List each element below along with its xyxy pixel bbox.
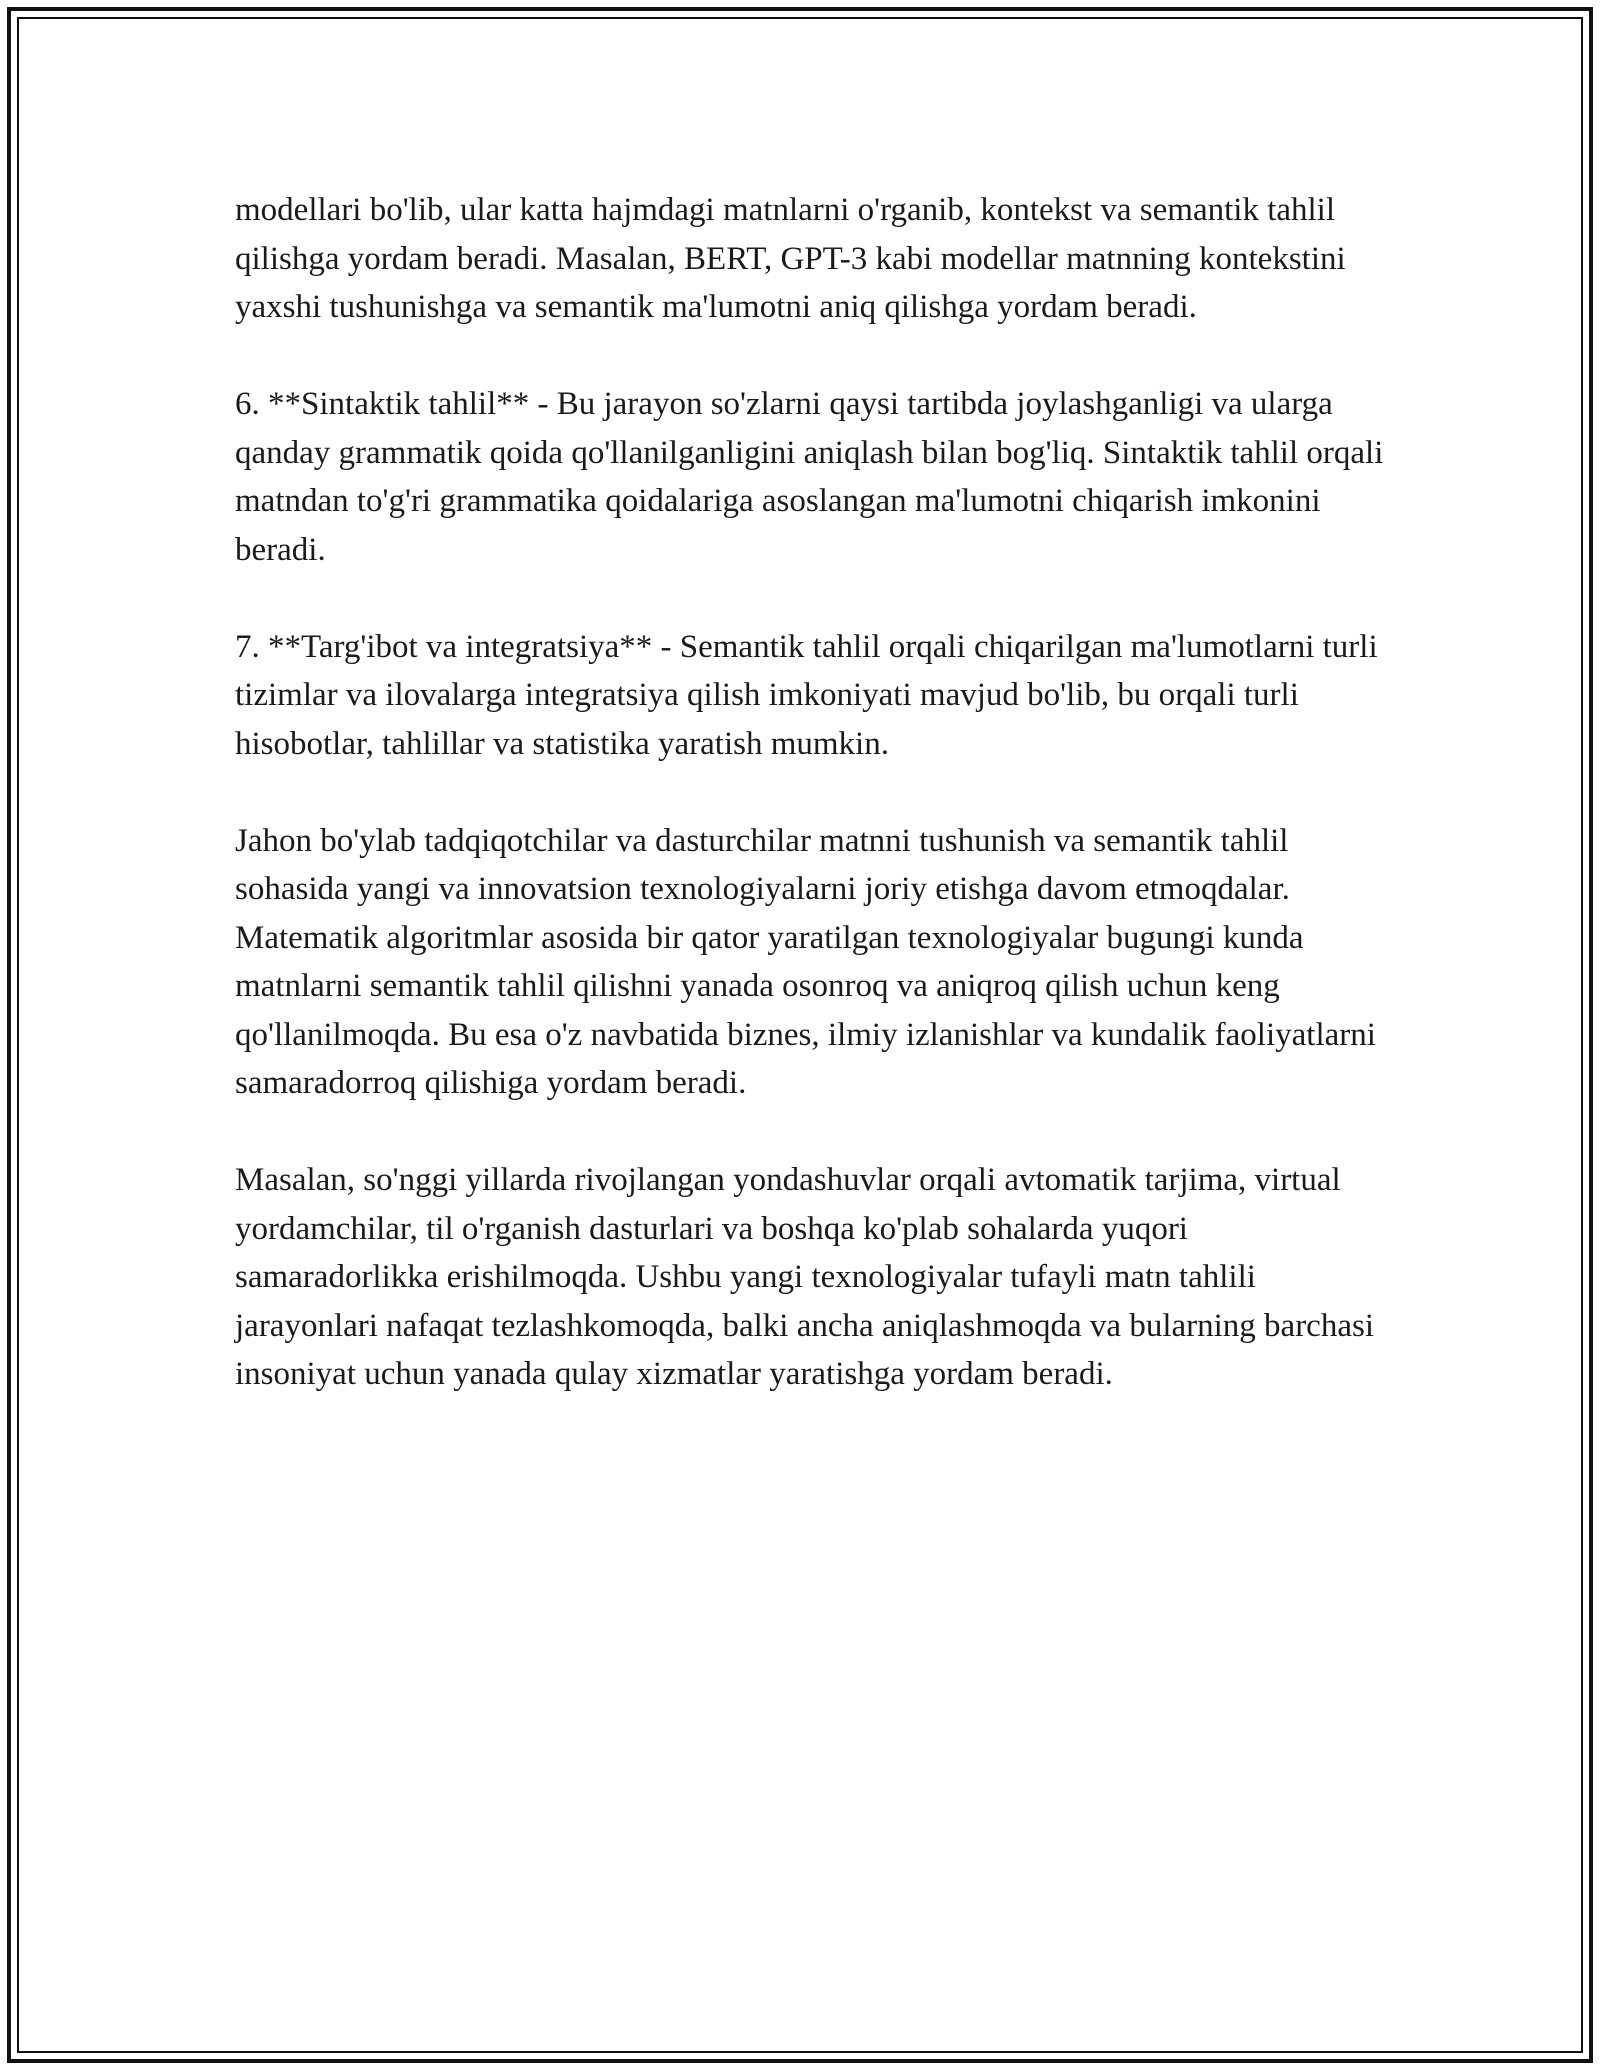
paragraph-researchers: Jahon bo'ylab tadqiqotchilar va dasturchilar matnni tushunish va semantik tahlil sohasida yangi va innovatsion texnologiyalarni joriy etishga davom etmoqdalar. Matematik algoritmlar asosida bir qator yaratilgan texnologiyalar bugungi kunda matnlarni semantik tahlil qilishni yanada osonroq va aniqroq qilish uchun keng qo'llanilmoqda. Bu esa o'z navbatida biznes, ilmiy izlanishlar va kundalik faoliyatlarni samaradorroq qilishiga yordam beradi.	[235, 822, 1376, 1101]
paragraph-examples: Masalan, so'nggi yillarda rivojlangan yondashuvlar orqali avtomatik tarjima, virtual yordamchilar, til o'rganish dasturlari va boshqa ko'plab sohalarda yuqori samaradorlikka erishilmoqda. Ushbu yangi texnologiyalar tufayli matn tahlili jarayonlari nafaqat tezlashkomoqda, balki ancha aniqlashmoqda va bularning barchasi insoniyat uchun yanada qulay xizmatlar yaratishga yordam beradi.	[235, 1162, 1374, 1392]
paragraph-syntactic-analysis: 6. **Sintaktik tahlil** - Bu jarayon so'zlarni qaysi tartibda joylashganligi va ularga qanday grammatik qoida qo'llanilganligini aniqlash bilan bog'liq. Sintaktik tahlil orqali matndan to'g'ri grammatika qoidalariga asoslangan ma'lumotni chiqarish imkonini beradi.	[235, 386, 1384, 568]
document-body	[235, 186, 1385, 1399]
paragraph-integration: 7. **Targ'ibot va integratsiya** - Semantik tahlil orqali chiqarilgan ma'lumotlarni turli tizimlar va ilovalarga integratsiya qilish imkoniyati mavjud bo'lib, bu orqali turli hisobotlar, tahlillar va statistika yaratish mumkin.	[235, 628, 1378, 762]
paragraph-language-models: modellari bo'lib, ular katta hajmdagi matnlarni o'rganib, kontekst va semantik tahlil qilishga yordam beradi. Masalan, BERT, GPT-3 kabi modellar matnning kontekstini yaxshi tushunishga va semantik ma'lumotni aniq qilishga yordam beradi.	[235, 192, 1346, 325]
